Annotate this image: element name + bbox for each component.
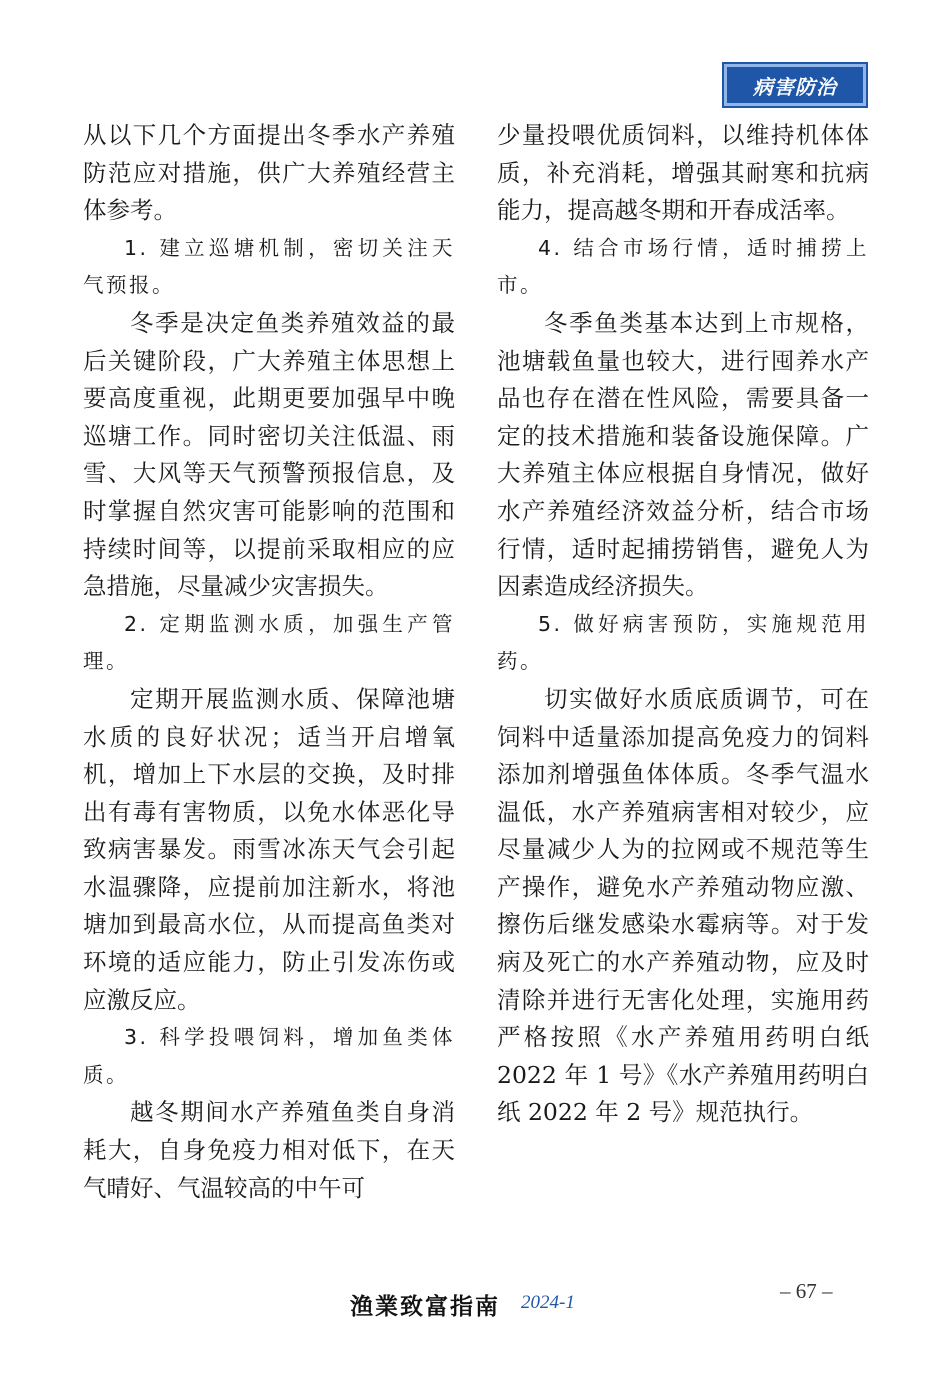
section-tag: 病害防治 [724, 64, 866, 106]
page-number: – 67 – [780, 1279, 833, 1303]
section-heading-2: 2. 定期监测水质，加强生产管理。 [83, 611, 455, 674]
section-heading-5: 5. 做好病害预防，实施规范用药。 [497, 611, 869, 674]
issue-number: 2024-1 [521, 1292, 575, 1313]
paragraph: 越冬期间水产养殖鱼类自身消耗大，自身免疫力相对低下，在天气晴好、气温较高的中午可 [83, 1098, 455, 1202]
paragraph: 从以下几个方面提出冬季水产养殖防范应对措施，供广大养殖经营主体参考。 [83, 121, 455, 225]
section-heading-3: 3. 科学投喂饲料，增加鱼类体质。 [83, 1025, 455, 1087]
paragraph: 冬季是决定鱼类养殖效益的最后关键阶段，广大养殖主体思想上要高度重视，此期更要加强早中晚巡塘工作。同时密切关注低温、雨雪、大风等天气预警预报信息，及时掌握自然灾害可能影响的范围和持续时间等，以提前采取相应的应急措施，尽量减少灾害损失。 [83, 308, 455, 601]
paragraph: 切实做好水质底质调节，可在饲料中适量添加提高免疫力的饲料添加剂增强鱼体体质。冬季气温水温低，水产养殖病害相对较少，应尽量减少人为的拉网或不规范等生产操作，避免水产养殖动物应激、擦伤后继发感染水霉病等。对于发病及死亡的水产养殖动物，应及时清除并进行无害化处理，实施用药严格按照《水产养殖用药明白纸 2022 年 1 号》《水产养殖用药明白纸 2022 年 2 号》规范执行。 [497, 684, 869, 1127]
right-column [497, 117, 869, 1132]
paragraph: 少量投喂优质饲料，以维持机体体质，补充消耗，增强其耐寒和抗病能力，提高越冬期和开春成活率。 [497, 121, 869, 225]
section-heading-4: 4. 结合市场行情，适时捕捞上市。 [497, 235, 869, 298]
left-column [83, 117, 455, 1207]
paragraph: 冬季鱼类基本达到上市规格，池塘载鱼量也较大，进行囤养水产品也存在潜在性风险，需要具备一定的技术措施和装备设施保障。广大养殖主体应根据自身情况，做好水产养殖经济效益分析，结合市场行情，适时起捕捞销售，避免人为因素造成经济损失。 [497, 308, 869, 601]
journal-title: 渔業致富指南 [350, 1294, 500, 1320]
paragraph: 定期开展监测水质、保障池塘水质的良好状况；适当开启增氧机，增加上下水层的交换，及时排出有毒有害物质，以免水体恶化导致病害暴发。雨雪冰冻天气会引起水温骤降，应提前加注新水，将池塘加到最高水位，从而提高鱼类对环境的适应能力，防止引发冻伤或应激反应。 [83, 684, 455, 1014]
section-heading-1: 1. 建立巡塘机制，密切关注天气预报。 [83, 235, 455, 298]
